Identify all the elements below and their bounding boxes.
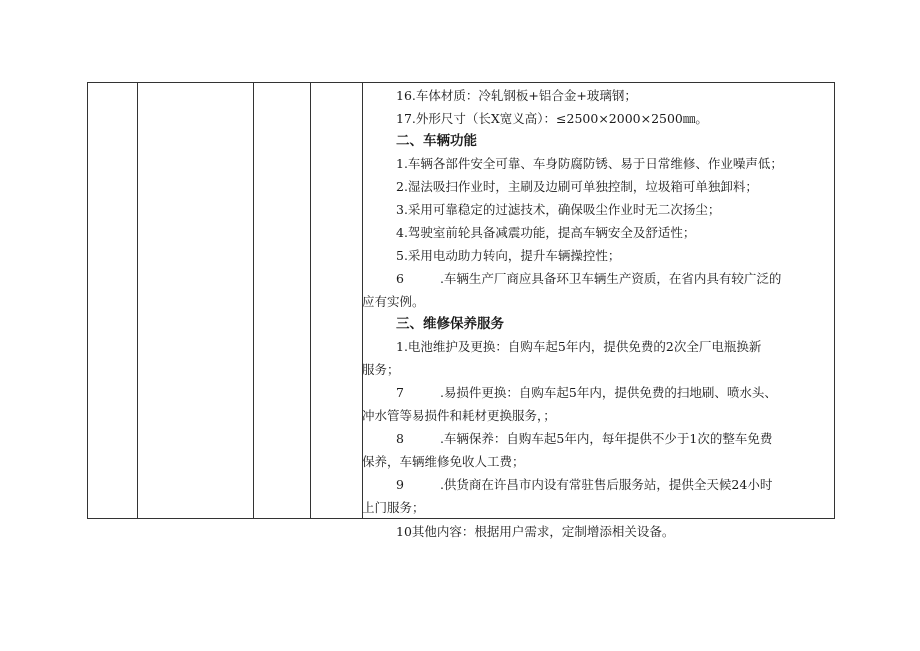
- section-heading-vehicle-function: 二、车辆功能: [396, 133, 477, 149]
- service-item-8-number: 8: [396, 431, 404, 446]
- service-item-7-text: .易损件更换：自购车起5年内，提供免费的扫地刷、喷水头、: [439, 385, 777, 400]
- service-item-10: 10其他内容：根据用户需求，定制增添相关设备。: [396, 524, 675, 539]
- function-item-6-number: 6: [396, 271, 404, 286]
- column-divider-3: [310, 83, 311, 518]
- section-heading-maintenance-service: 三、维修保养服务: [396, 316, 504, 332]
- service-item-7: [396, 385, 777, 401]
- function-item-3: 3.采用可靠稳定的过滤技术，确保吸尘作业时无二次扬尘；: [396, 202, 721, 217]
- function-item-6: [396, 271, 781, 287]
- function-item-2: 2.湿法吸扫作业时，主刷及边刷可单独控制，垃圾箱可单独卸料；: [396, 179, 758, 194]
- service-item-9-number: 9: [396, 477, 404, 492]
- service-item-1-continued: 服务；: [362, 362, 400, 377]
- spec-item-16: 16.车体材质：冷轧钢板+铝合金+玻璃钢；: [396, 88, 637, 103]
- service-item-9-text: .供货商在许昌市内设有常驻售后服务站，提供全天候24小时: [439, 477, 773, 492]
- column-divider-2: [253, 83, 254, 518]
- service-item-8-continued: 保养，车辆维修免收人工费；: [362, 454, 525, 469]
- column-divider-1: [137, 83, 138, 518]
- service-item-1: 1.电池维护及更换：自购车起5年内，提供免费的2次全厂电瓶换新: [396, 339, 762, 354]
- function-item-1: 1.车辆各部件安全可靠、车身防腐防锈、易于日常维修、作业噪声低；: [396, 156, 783, 171]
- spec-item-17: 17.外形尺寸（长X宽义高）：≤2500×2000×2500㎜。: [396, 111, 708, 126]
- service-item-9-continued: 上门服务；: [362, 500, 425, 515]
- function-item-6-text: .车辆生产厂商应具备环卫车辆生产资质，在省内具有较广泛的: [439, 271, 782, 286]
- function-item-4: 4.驾驶室前轮具备减震功能，提高车辆安全及舒适性；: [396, 225, 696, 240]
- function-item-5: 5.采用电动助力转向，提升车辆操控性；: [396, 248, 621, 263]
- service-item-7-continued: 冲水管等易损件和耗材更换服务，；: [362, 408, 556, 423]
- service-item-8: [396, 431, 772, 447]
- service-item-7-number: 7: [396, 385, 404, 400]
- service-item-9: [396, 477, 772, 493]
- service-item-8-text: .车辆保养：自购车起5年内，每年提供不少于1次的整车免费: [439, 431, 773, 446]
- function-item-6-continued: 应有实例。: [362, 294, 425, 309]
